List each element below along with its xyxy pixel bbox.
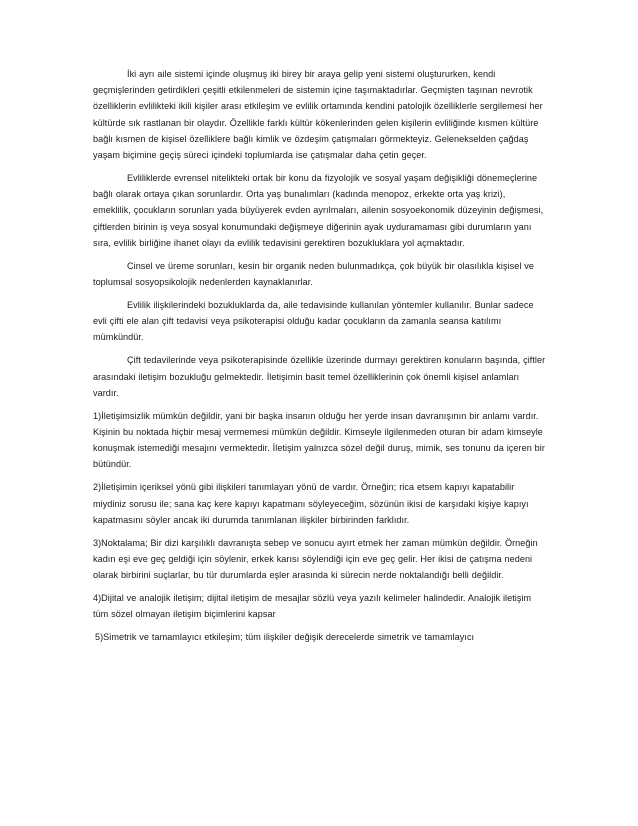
list-item-iletisimsizlik: 1)İletişimsizlik mümkün değildir, yani bir başka insanın olduğu her yerde insan davranışının bir anlamı vardır. Kişinin bu noktada hiçbir mesaj vermemesi mümkün değildir. Kimseyle ilgilenmeden oturan bir adam kimseyle konuşmak istemediği mesajını vermektedir. İletişim yalnızca sözel değil duruş, mimik, ses tonunu da içeren bir bütündür. [93, 410, 545, 470]
list-item-dijital-analojik: 4)Dijital ve analojik iletişim; dijital iletişim de mesajlar sözlü veya yazılı kelimeler halindedir. Analojik iletişim tüm sözel olmayan iletişim biçimlerini kapsar [93, 593, 532, 620]
paragraph-intro: İki ayrı aile sistemi içinde oluşmuş iki birey bir araya gelip yeni sistemi oluştururken, kendi geçmişlerinden getirdikleri çeşitli etkilenmeleri de sistemin içine taşımaktadırlar. Geçmişten taşınan nevrotik özelliklerin evlilikteki ikili kişiler arası etkileşim ve evlilik ortamında kendini patolojik özelliklerle sergilemesi her kültürde sık rastlanan bir olaydır. Özellikle farklı kültür kökenlerinden gelen kişilerin evliliğinde kısmen kültüre bağlı kısmen de kişisel özelliklere bağlı kimlik ve özdeşim çatışmaları görmekteyiz. Gelenekselden çağdaş yaşam biçimine geçiş süreci içindeki toplumlarda ise çatışmalar daha çetin geçer. [93, 69, 543, 161]
paragraph-cift-tedavisi: Çift tedavilerinde veya psikoterapisinde özellikle üzerinde durmayı gerektiren konuların başında, çiftler arasındaki iletişim bozukluğu gelmektedir. İletişimin basit temel özelliklerinin çok önemli kişisel anlamları vardır. [93, 355, 546, 398]
list-item-iceriksel-yon: 2)İletişimin içeriksel yönü gibi ilişkileri tanımlayan yönü de vardır. Örneğin; rica etsem kapıyı kapatabilir miydiniz sorusu ile; sana kaç kere kapıyı kapatmanı söyleyeceğim, sözünün ikisi de karşıdaki kişiye kapıyı kapatmasını söyler ancak iki durumda tanımlanan ilişkiler birbirinden farklıdır. [93, 482, 529, 525]
list-item-simetrik: 5)Simetrik ve tamamlayıcı etkileşim; tüm ilişkiler değişik derecelerde simetrik ve tamamlayıcı [95, 632, 475, 643]
paragraph-evrensel-sorunlar: Evliliklerde evrensel nitelikteki ortak bir konu da fizyolojik ve sosyal yaşam değişikliği dönemeçlerine bağlı olarak ortaya çıkan sorunlardır. Orta yaş bunalımları (kadında menopoz, erkekte orta yaş krizi), emeklilik, çocukların sorunları yada büyüyerek evden ayrılmaları, ailenin sosyoekonomik düzeyinin değişmesi, çiftlerden birinin iş veya sosyal konumundaki değişmeye diğerinin ayak uyduramaması gibi durumların yanı sıra, evlilik birliğine ihanet olayı da evlilik tedavisini gerektiren bozukluklara yol açmaktadır. [93, 173, 544, 248]
paragraph-tedavi-yontemleri: Evlilik ilişkilerindeki bozukluklarda da, aile tedavisinde kullanılan yöntemler kullanılır. Bunlar sadece evli çifti ele alan çift tedavisi veya psikoterapisi olduğu kadar çocukların da zamanla seansa katılımı mümkündür. [93, 300, 534, 343]
paragraph-cinsel-sorunlar: Cinsel ve üreme sorunları, kesin bir organik neden bulunmadıkça, çok büyük bir olasılıkla kişisel ve toplumsal sosyopsikolojik nedenlerden kaynaklanırlar. [93, 260, 534, 288]
document-body [93, 66, 546, 652]
list-item-noktalama: 3)Noktalama; Bir dizi karşılıklı davranışta sebep ve sonucu ayırt etmek her zaman mümkün değildir. Örneğin kadın eşi eve geç geldiği için söylenir, erkek karısı söylendiği için eve geç gelir. Her ikisi de çatışma nedeni olarak birbirini suçlarlar, bu tür durumlarda eşler arasında ki sürecin nerde noktalandığı belli değildir. [93, 537, 538, 581]
